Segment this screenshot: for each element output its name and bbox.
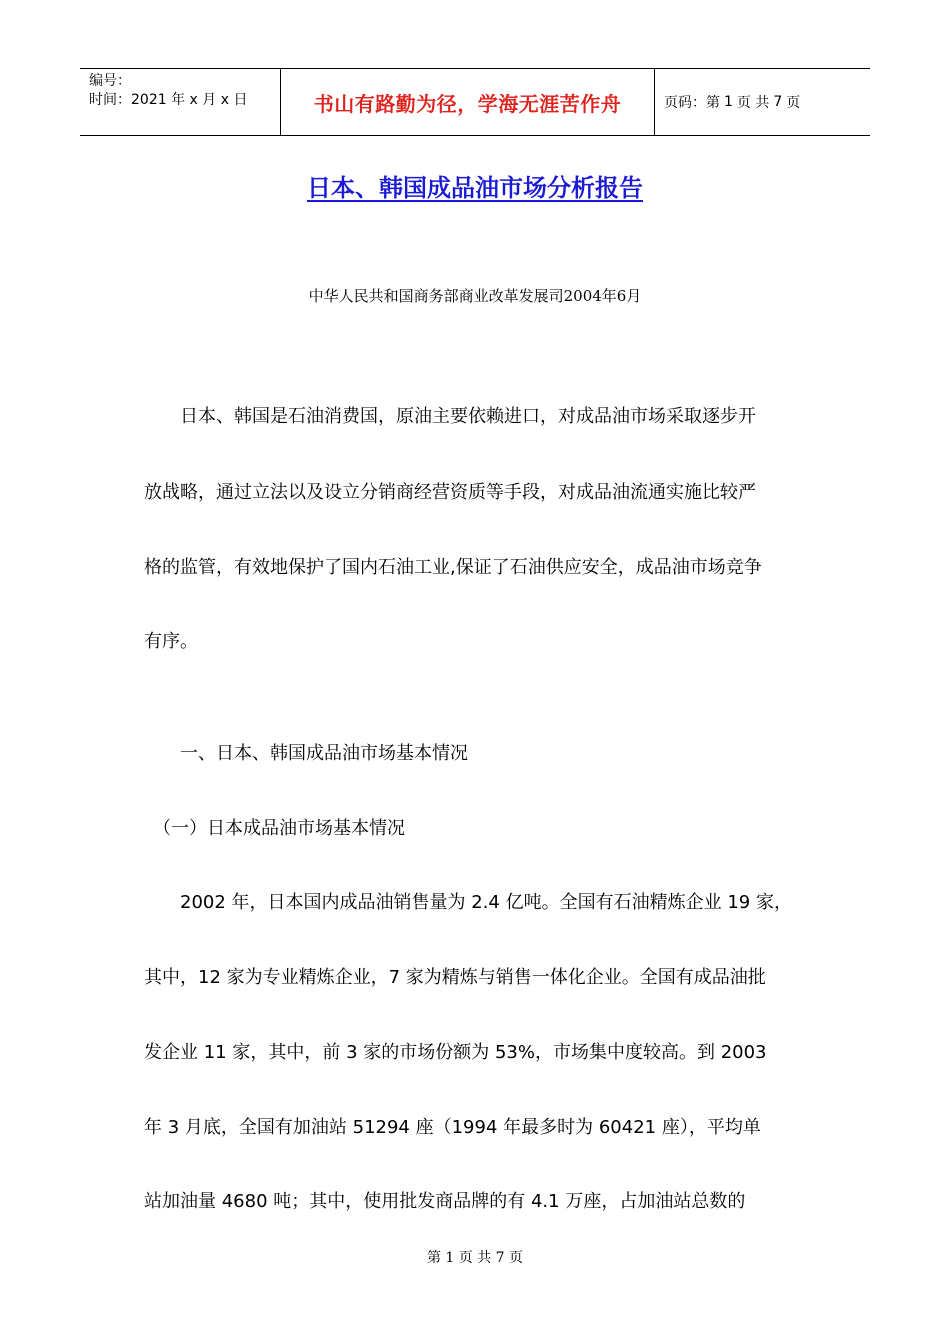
header-table bbox=[80, 68, 870, 136]
page-total: 7 bbox=[773, 94, 783, 110]
subsection-heading: （一）日本成品油市场基本情况 bbox=[144, 818, 405, 839]
body-line: 放战略，通过立法以及设立分销商经营资质等手段，对成品油流通实施比较严 bbox=[144, 482, 756, 503]
page-current: 1 bbox=[724, 94, 733, 110]
body-line: 发企业 11 家，其中，前 3 家的市场份额为 53%，市场集中度较高。到 2003 bbox=[144, 1042, 767, 1063]
body-line: 有序。 bbox=[144, 631, 198, 652]
page-suffix: 页 bbox=[786, 95, 801, 111]
document-subtitle: 中华人民共和国商务部商业改革发展司2004年6月 bbox=[308, 287, 642, 305]
body-line: 站加油量 4680 吨；其中，使用批发商品牌的有 4.1 万座，占加油站总数的 bbox=[144, 1191, 746, 1212]
body-line: 2002 年，日本国内成品油销售量为 2.4 亿吨。全国有石油精炼企业 19 家， bbox=[144, 892, 792, 913]
header-page-number bbox=[655, 69, 870, 135]
body-line: 其中，12 家为专业精炼企业，7 家为精炼与销售一体化企业。全国有成品油批 bbox=[144, 967, 766, 988]
body-line: 年 3 月底，全国有加油站 51294 座（1994 年最多时为 60421 座），平均单 bbox=[144, 1117, 761, 1138]
page-mid: 页 共 bbox=[736, 95, 770, 111]
body-line: 格的监管，有效地保护了国内石油工业,保证了石油供应安全，成品油市场竞争 bbox=[144, 557, 762, 578]
document-title-link[interactable]: 日本、韩国成品油市场分析报告 bbox=[307, 174, 643, 202]
document-time-label: 时间：2021 年 x 月 x 日 bbox=[89, 92, 248, 108]
body-line: 日本、韩国是石油消费国，原油主要依赖进口，对成品油市场采取逐步开 bbox=[144, 406, 756, 427]
document-number-label: 编号： bbox=[89, 73, 131, 89]
section-heading: 一、日本、韩国成品油市场基本情况 bbox=[144, 743, 468, 764]
page-prefix: 页码：第 bbox=[664, 95, 720, 111]
header-motto: 书山有路勤为径，学海无涯苦作舟 bbox=[281, 69, 655, 135]
document-title bbox=[0, 168, 950, 203]
header-meta-cell bbox=[80, 69, 281, 135]
page-footer: 第 1 页 共 7 页 bbox=[426, 1250, 524, 1266]
